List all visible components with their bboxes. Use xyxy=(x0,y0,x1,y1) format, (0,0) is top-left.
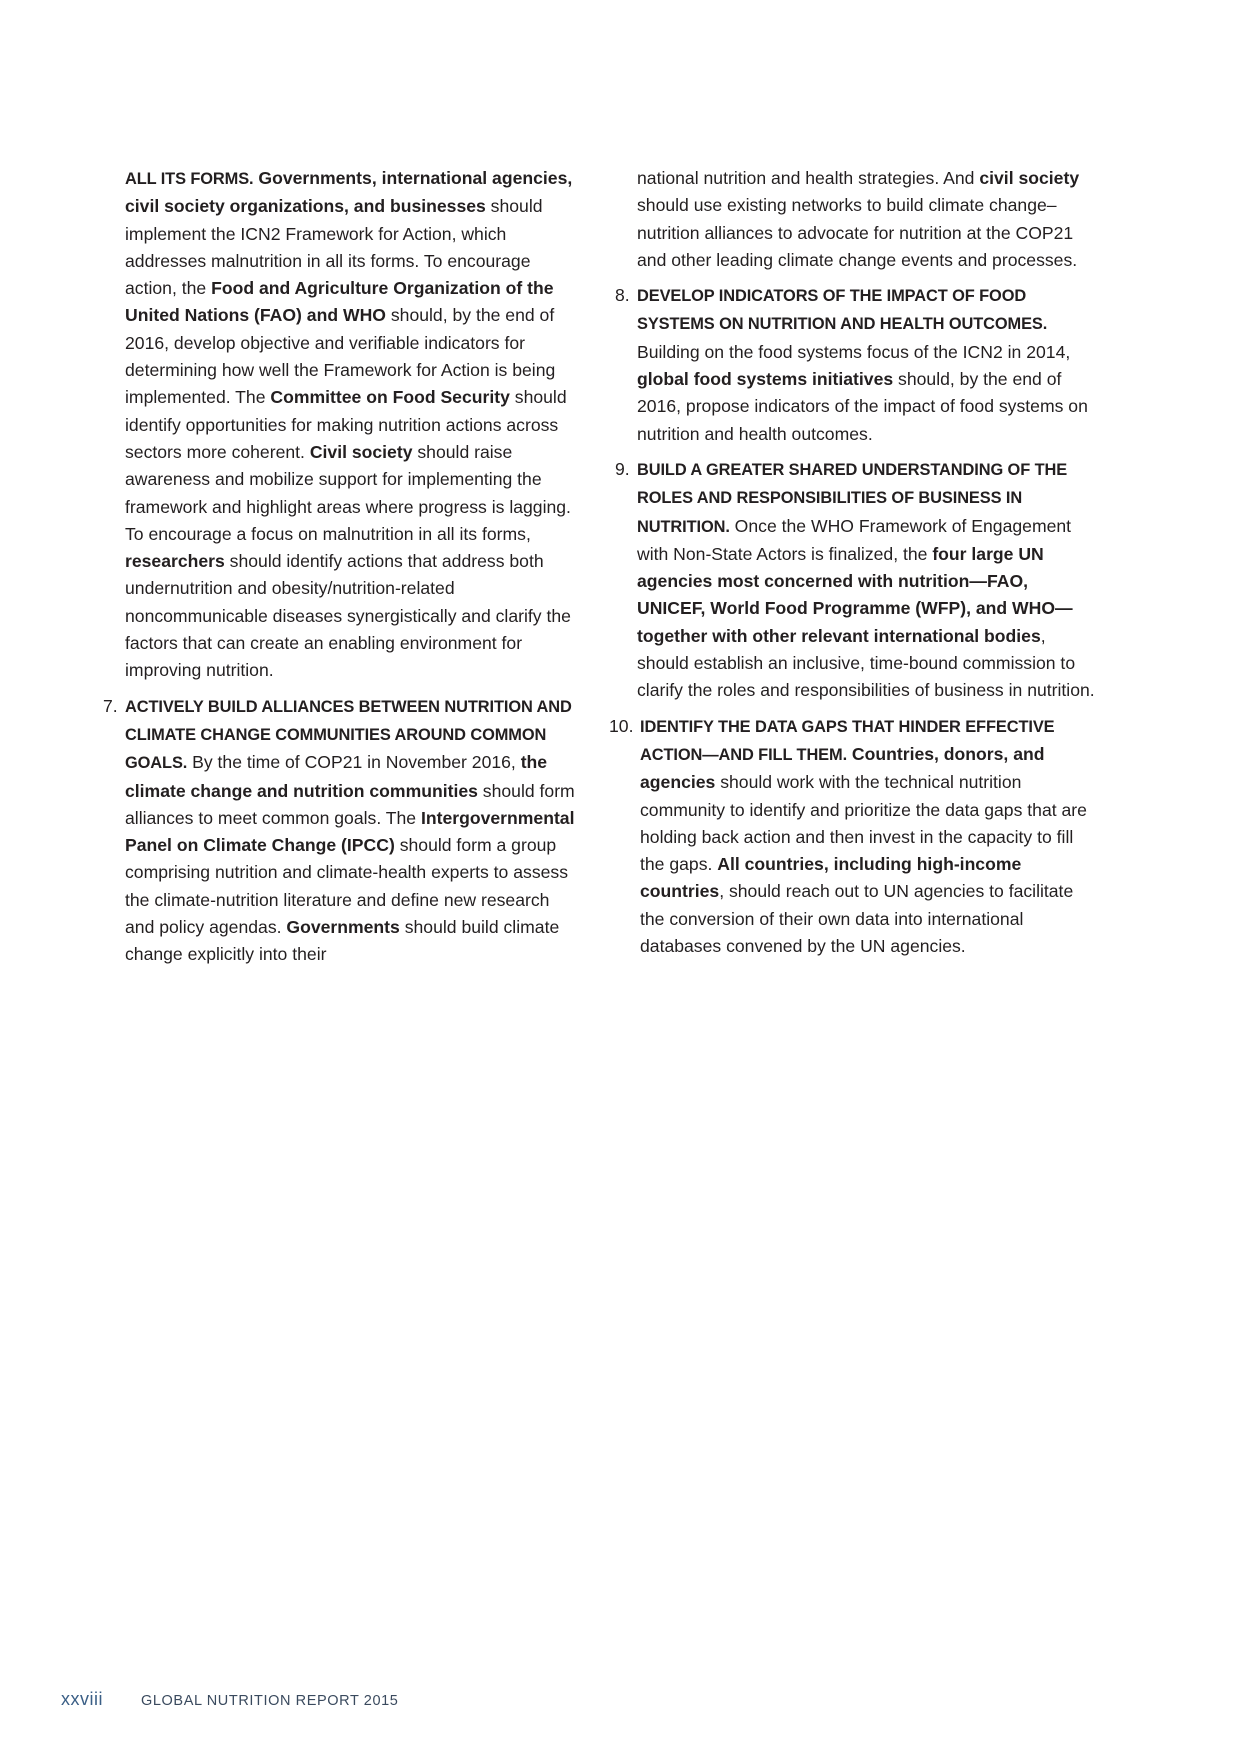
item-text xyxy=(637,282,1097,448)
item-heading: BUILD A GREATER SHARED UNDERSTANDING OF THE ROLES AND RESPONSIBILITIES OF BUSINESS IN NUTRITION. xyxy=(637,460,1068,536)
run: should raise awareness and mobilize support for implementing the framework and highlight areas where progress is lagging. To encourage a focus on malnutrition in all its forms, xyxy=(125,441,571,544)
run-bold: four large UN agencies most concerned with nutrition—FAO, UNICEF, World Food Programme (WFP), and WHO—together with other relevant international bodies xyxy=(637,543,1073,646)
item-number: 10. xyxy=(609,715,634,736)
run-bold: Governments xyxy=(286,917,400,938)
item-number: 8. xyxy=(615,285,630,306)
run: should build climate change explicitly into their xyxy=(125,917,560,965)
run-bold: Countries, donors, and agencies xyxy=(640,743,1045,793)
run-bold: civil society xyxy=(979,168,1080,188)
item-text xyxy=(640,713,1097,961)
run-bold: All countries, including high-income countries xyxy=(640,854,1022,902)
run-bold: Food and Agriculture Organization of the United Nations (FAO) and WHO xyxy=(125,278,554,326)
run-bold: global food systems initiatives xyxy=(637,369,894,390)
run: should form alliances to meet common goals. The xyxy=(125,780,575,828)
run-bold: researchers xyxy=(125,551,225,572)
run: should use existing networks to build climate change–nutrition alliances to advocate for nutrition at the COP21 and other leading climate change events and processes. xyxy=(637,195,1078,270)
run: By the time of COP21 in November 2016, xyxy=(187,752,521,773)
list-item-10 xyxy=(609,713,1097,961)
run-bold: the climate change and nutrition communities xyxy=(125,752,548,801)
run: Building on the food systems focus of the ICN2 in 2014, xyxy=(637,341,1071,362)
run-heading: ALL ITS FORMS. xyxy=(125,170,254,188)
run-bold: Committee on Food Security xyxy=(270,387,510,408)
run: should form a group comprising nutrition and climate-health experts to assess the climate-nutrition literature and define new research and policy agendas. xyxy=(125,835,568,938)
run: should identify opportunities for making nutrition actions across sectors more coherent. xyxy=(125,387,567,462)
page-footer xyxy=(61,1689,398,1710)
right-column xyxy=(609,165,1097,960)
continued-paragraph xyxy=(125,165,580,685)
run: should work with the technical nutrition community to identify and prioritize the data gaps that are holding back action and then invest in the capacity to fill the gaps. xyxy=(640,772,1087,875)
item-heading: IDENTIFY THE DATA GAPS THAT HINDER EFFECTIVE ACTION—AND FILL THEM. xyxy=(640,717,1055,764)
run-bold: Governments, international agencies, civil society organizations, and businesses xyxy=(125,168,573,217)
continued-paragraph xyxy=(637,165,1097,274)
run-bold: Intergovernmental Panel on Climate Change (IPCC) xyxy=(125,807,575,856)
run: should, by the end of 2016, propose indicators of the impact of food systems on nutrition and health outcomes. xyxy=(637,369,1088,444)
run: national nutrition and health strategies. And xyxy=(637,168,980,188)
page-number: xxviii xyxy=(61,1689,103,1709)
item-number: 9. xyxy=(615,458,630,479)
run: , should establish an inclusive, time-bound commission to clarify the roles and responsibilities of business in nutrition. xyxy=(637,625,1095,701)
left-column xyxy=(103,165,580,969)
item-text xyxy=(637,456,1097,705)
run: Once the WHO Framework of Engagement with Non-State Actors is finalized, the xyxy=(637,515,1072,564)
running-title: GLOBAL NUTRITION REPORT 2015 xyxy=(141,1693,399,1709)
run-bold: Civil society xyxy=(309,441,413,462)
list-item-8 xyxy=(615,282,1097,448)
list-item-9 xyxy=(615,456,1097,705)
item-number: 7. xyxy=(103,695,118,716)
list-item-7 xyxy=(103,693,580,969)
run: , should reach out to UN agencies to facilitate the conversion of their own data into international databases convened by the UN agencies. xyxy=(640,881,1074,957)
run: should, by the end of 2016, develop objective and verifiable indicators for determining how well the Framework for Action is being implemented. The xyxy=(125,305,556,408)
item-heading: DEVELOP INDICATORS OF THE IMPACT OF FOOD SYSTEMS ON NUTRITION AND HEALTH OUTCOMES. xyxy=(637,287,1048,334)
run: should identify actions that address both undernutrition and obesity/nutrition-related noncommunicable diseases synergistically and clarify the factors that can create an enabling environment for improving nutrition. xyxy=(125,551,571,681)
item-text xyxy=(125,693,580,969)
item-heading: ACTIVELY BUILD ALLIANCES BETWEEN NUTRITION AND CLIMATE CHANGE COMMUNITIES AROUND COMMON GOALS. xyxy=(125,697,572,773)
run: should implement the ICN2 Framework for Action, which addresses malnutrition in all its forms. To encourage action, the xyxy=(125,196,543,299)
